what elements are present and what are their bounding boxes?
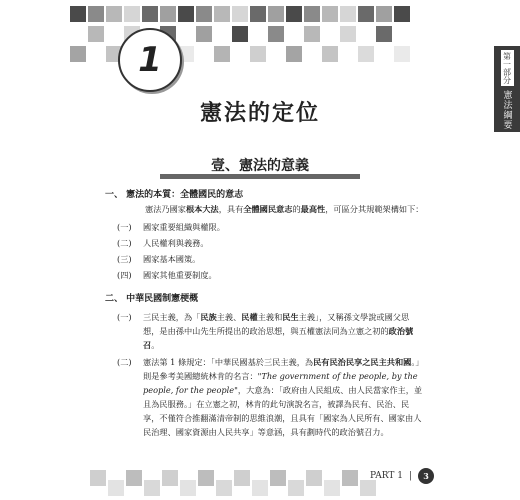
- pattern-square: [342, 470, 358, 486]
- bold-text: 民權: [241, 312, 258, 322]
- list-text: 人民權利與義務。: [143, 238, 209, 248]
- text: 憲法第 1 條規定：「中華民國基於三民主義，為: [143, 357, 314, 367]
- list-text: [143, 355, 425, 439]
- checker-square: [394, 46, 410, 62]
- chapter-number-badge: [118, 28, 182, 92]
- checker-square: [304, 6, 320, 22]
- checker-square: [358, 6, 374, 22]
- checker-square: [160, 6, 176, 22]
- paragraph-essence: [145, 202, 425, 216]
- pattern-square: [108, 480, 124, 496]
- checker-square: [106, 6, 122, 22]
- text: 三民主義，為「: [143, 312, 201, 322]
- section-title: 壹、憲法的意義: [211, 158, 309, 174]
- list-text: [143, 310, 425, 352]
- checker-square: [70, 6, 86, 22]
- text: 的: [292, 204, 301, 214]
- decorative-bottom-pattern: [90, 470, 390, 500]
- pattern-square: [180, 480, 196, 496]
- text: ，具有: [218, 204, 244, 214]
- bold-text: 最高性: [300, 204, 326, 214]
- list-label: (四): [117, 270, 132, 280]
- checker-square: [178, 6, 194, 22]
- list-text: 國家重要組織與權限。: [143, 222, 225, 232]
- italic-quote: "The government of the people, by the people, for the people": [143, 371, 418, 395]
- pattern-square: [126, 470, 142, 486]
- chapter-number: 1: [138, 40, 162, 80]
- list-label: (二): [117, 357, 132, 367]
- checker-square: [124, 6, 140, 22]
- pattern-square: [306, 470, 322, 486]
- checker-square: [322, 6, 338, 22]
- page-footer: [370, 468, 434, 484]
- pattern-square: [162, 470, 178, 486]
- checker-square: [376, 6, 392, 22]
- pattern-square: [270, 470, 286, 486]
- bold-text: 民有民治民享之民主共和國: [313, 357, 412, 367]
- heading-history: 二、 中華民國制憲梗概: [105, 294, 199, 304]
- list-label: (一): [117, 222, 132, 232]
- side-tab-part: 第一部分: [502, 52, 512, 84]
- checker-square: [376, 26, 392, 42]
- checker-square: [232, 6, 248, 22]
- list-text: 國家基本國策。: [143, 254, 201, 264]
- pattern-square: [144, 480, 160, 496]
- checker-square: [286, 6, 302, 22]
- checker-square: [250, 46, 266, 62]
- checker-square: [268, 6, 284, 22]
- list-label: (三): [117, 254, 132, 264]
- checker-square: [250, 6, 266, 22]
- checker-square: [88, 6, 104, 22]
- checker-square: [214, 46, 230, 62]
- side-tab: [494, 46, 520, 132]
- checker-square: [196, 26, 212, 42]
- pattern-square: [198, 470, 214, 486]
- list-label: (一): [117, 312, 132, 322]
- bold-text: 根本大法: [185, 204, 219, 214]
- checker-square: [268, 26, 284, 42]
- list-label: (二): [117, 238, 132, 248]
- bold-text: 全體國民意志: [243, 204, 293, 214]
- heading-essence: 一、 憲法的本質：全體國民的意志: [105, 190, 244, 200]
- text: 主義、: [216, 312, 242, 322]
- list-text: 國家其他重要制度。: [143, 270, 217, 280]
- section-underline: [160, 174, 360, 179]
- checker-square: [196, 6, 212, 22]
- pattern-square: [324, 480, 340, 496]
- bold-text: 民族: [200, 312, 217, 322]
- list-item: [105, 252, 425, 266]
- list-item: [105, 310, 425, 352]
- text: 。: [151, 340, 160, 350]
- pattern-square: [234, 470, 250, 486]
- footer-separator: |: [408, 471, 412, 481]
- list-item: [105, 268, 425, 282]
- body-content: [105, 186, 425, 439]
- bold-text: 政治號召: [143, 326, 414, 350]
- checker-square: [358, 46, 374, 62]
- list-item: [105, 236, 425, 250]
- checker-square: [340, 26, 356, 42]
- chapter-title: 憲法的定位: [199, 101, 320, 126]
- text: 。」則是參考美國總統林肯的名言：: [143, 357, 424, 381]
- checker-square: [88, 26, 104, 42]
- footer-part: PART 1: [370, 471, 403, 481]
- checker-square: [70, 46, 86, 62]
- text: 憲法乃國家: [145, 204, 186, 214]
- page-number: 3: [418, 468, 434, 484]
- text: 主義和: [257, 312, 283, 322]
- checker-square: [232, 26, 248, 42]
- bold-text: 民生: [282, 312, 299, 322]
- checker-square: [142, 6, 158, 22]
- checker-square: [304, 26, 320, 42]
- list-item: [105, 355, 425, 439]
- text: 主義」，又稱孫文學說或國父思想，是由孫中山先生所提出的政治思想，與五權憲法同為立憲之初的: [143, 312, 410, 336]
- text: ，可區分其規範架構如下：: [325, 204, 424, 214]
- side-tab-name: 憲法綱要: [501, 90, 512, 130]
- checker-square: [322, 46, 338, 62]
- pattern-square: [90, 470, 106, 486]
- checker-square: [214, 6, 230, 22]
- pattern-square: [216, 480, 232, 496]
- checker-square: [286, 46, 302, 62]
- list-item: [105, 220, 425, 234]
- checker-square: [340, 6, 356, 22]
- pattern-square: [252, 480, 268, 496]
- text: ，大意為：「政府由人民組成、由人民當家作主，並且為民服務。」在立憲之初，林肯的此句演說名言，被譯為民有、民治、民享，不僅符合推翻滿清帝制的思維浪潮，且具有「國家為人民所有、國家由人民治理、國家資源由人民共享」等意涵，具有劃時代的政治號召力。: [143, 385, 423, 437]
- checker-square: [394, 6, 410, 22]
- pattern-square: [288, 480, 304, 496]
